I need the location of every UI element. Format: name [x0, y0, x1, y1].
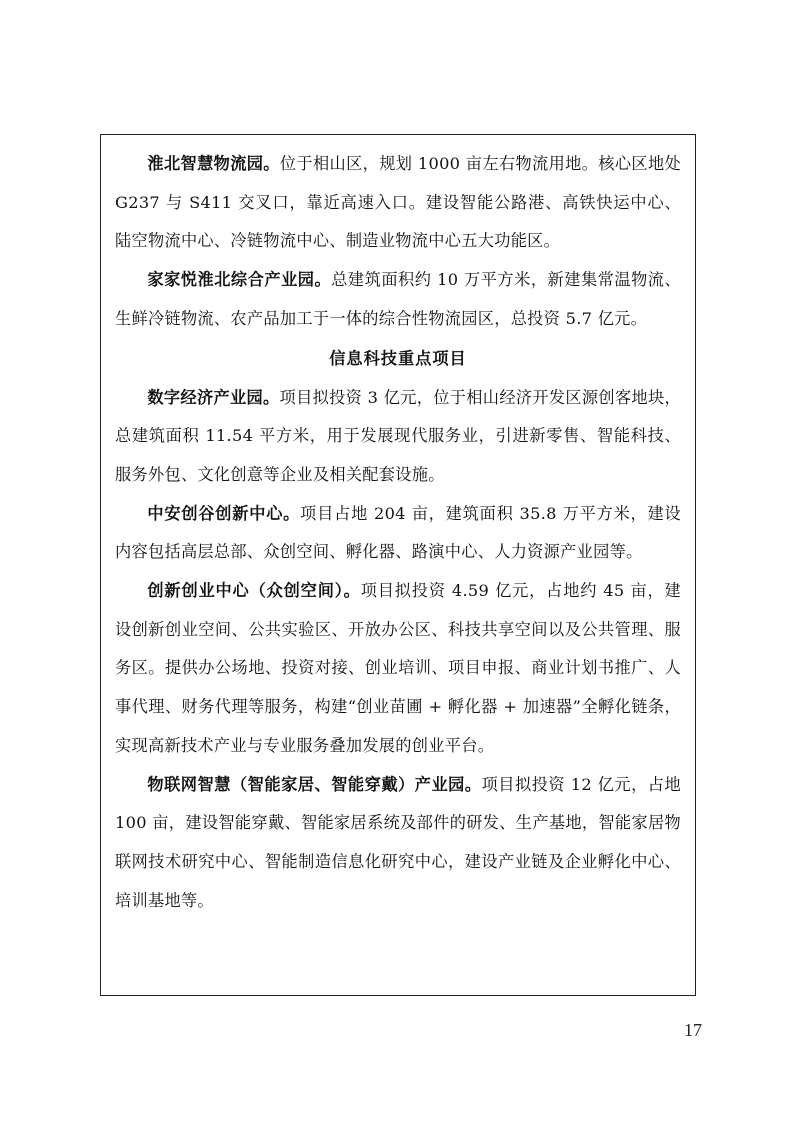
paragraph-huaibei-logistics-park — [115, 145, 681, 261]
paragraph-zhongan-innovation-center — [115, 495, 681, 572]
paragraph-title: 数字经济产业园。 — [147, 387, 280, 407]
paragraph-title: 家家悦淮北综合产业园。 — [147, 270, 332, 290]
paragraph-body: 项目拟投资 3 亿元，位于相山经济开发区源创客地块，总建筑面积 11.54 平方米，用于发展现代服务业，引进新零售、智能科技、服务外包、文化创意等企业及相关配套设施。 — [115, 387, 681, 484]
paragraph-entrepreneurship-center — [115, 572, 681, 766]
paragraph-title: 淮北智慧物流园。 — [147, 154, 280, 173]
paragraph-jiajiayue-industrial-park — [115, 261, 681, 338]
paragraph-body: 项目拟投资 12 亿元，占地 100 亩，建设智能穿戴、智能家居系统及部件的研发、生产基地，智能家居物联网技术研究中心、智能制造信息化研究中心，建设产业链及企业孵化中心、培训基地等。 — [115, 774, 682, 910]
paragraph-digital-economy-park — [115, 379, 681, 495]
paragraph-iot-smart-park — [115, 766, 681, 921]
paragraph-title: 中安创谷创新中心。 — [147, 503, 301, 523]
paragraph-body: 位于相山区，规划 1000 亩左右物流用地。核心区地处 G237 与 S411 交叉口，靠近高速入口。建设智能公路港、高铁快运中心、陆空物流中心、冷链物流中心、制造业物流中心五大功能区。 — [115, 154, 681, 251]
paragraph-title: 物联网智慧（智能家居、智能穿戴）产业园。 — [147, 774, 482, 794]
paragraph-body: 总建筑面积约 10 万平方米，新建集常温物流、生鲜冷链物流、农产品加工于一体的综合性物流园区，总投资 5.7 亿元。 — [115, 270, 681, 328]
paragraph-title: 创新创业中心（众创空间）。 — [147, 581, 361, 601]
page-number: 17 — [684, 1020, 702, 1040]
paragraph-body: 项目占地 204 亩，建筑面积 35.8 万平方米，建设内容包括高层总部、众创空间、孵化器、路演中心、人力资源产业园等。 — [115, 503, 681, 562]
section-heading: 信息科技重点项目 — [329, 348, 467, 368]
paragraph-body: 项目拟投资 4.59 亿元，占地约 45 亩，建设创新创业空间、公共实验区、开放办公区、科技共享空间以及公共管理、服务区。提供办公场地、投资对接、创业培训、项目申报、商业计划书推广、人事代理、财务代理等服务，构建“创业苗圃 + 孵化器 + 加速器”全孵化链条，实现高新技术产业与专业服务叠加发展的创业平台。 — [115, 581, 681, 755]
content-frame — [100, 134, 696, 996]
